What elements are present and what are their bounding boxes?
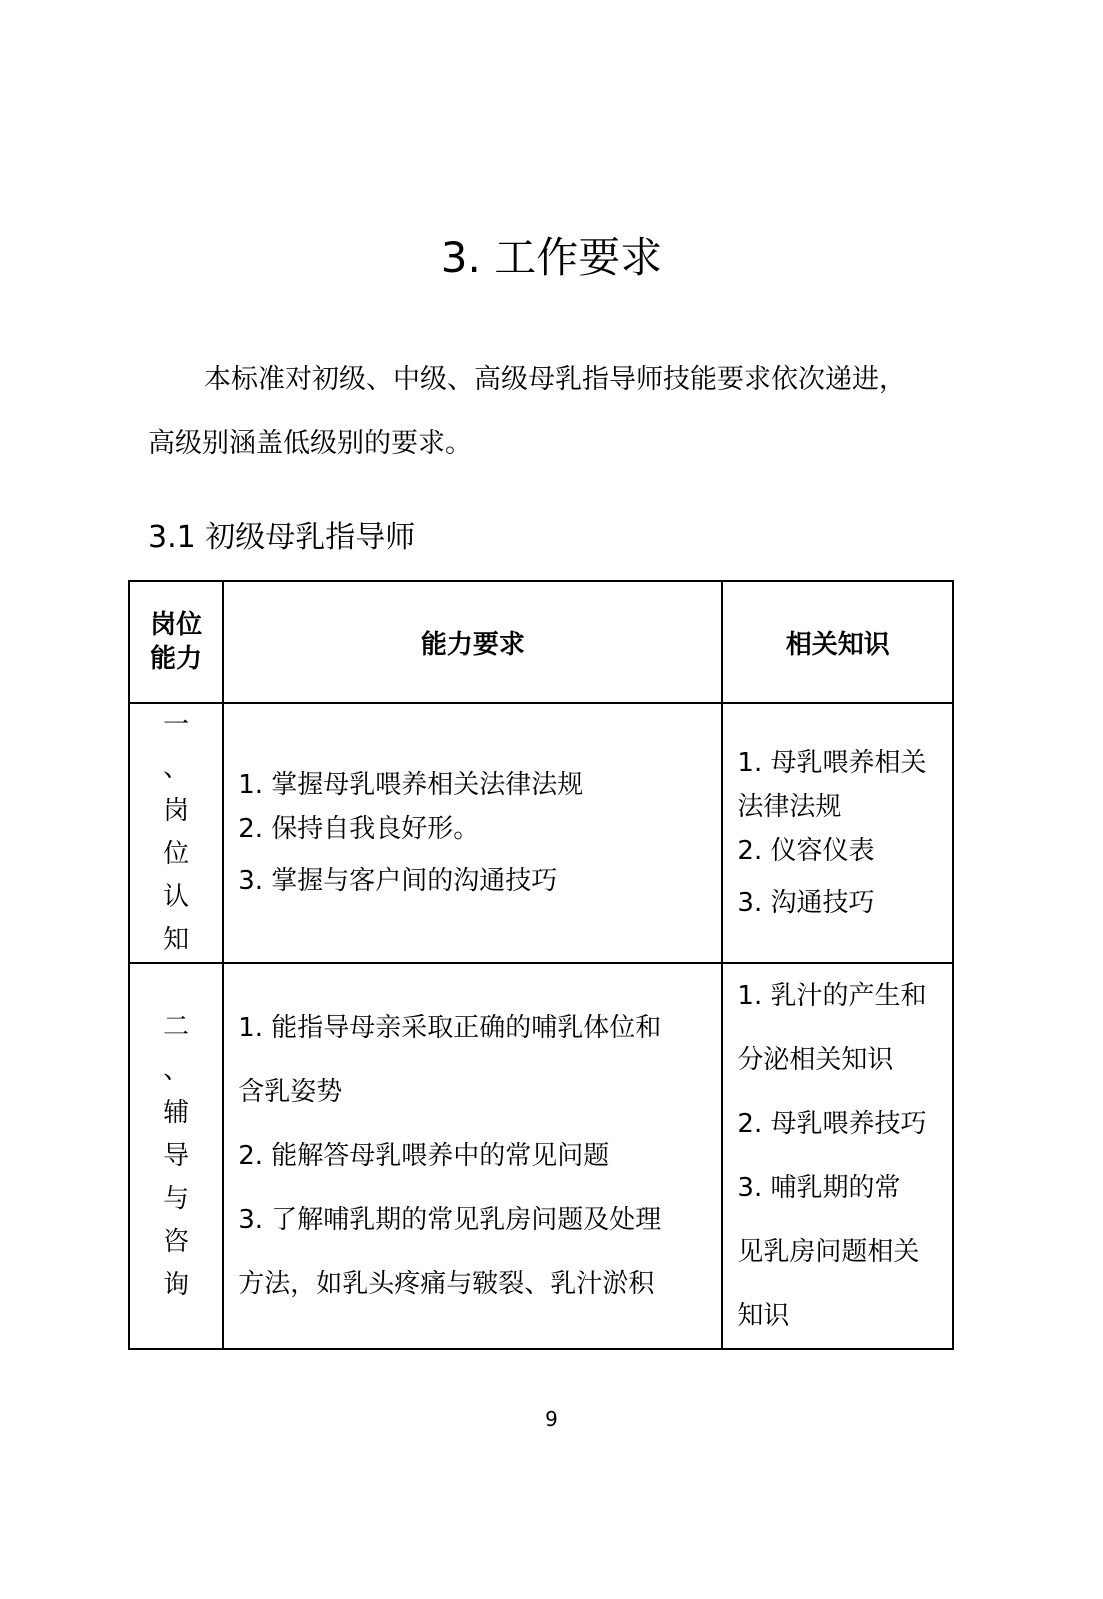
- knowledge-item: 1. 母乳喂养相关: [737, 748, 927, 778]
- knowledge-item: 知识: [737, 1301, 790, 1331]
- label-char: 辅: [163, 1097, 190, 1128]
- ability-cell: [223, 703, 722, 963]
- header-col1-line1: 岗位: [150, 610, 203, 640]
- table-row: [129, 703, 953, 963]
- knowledge-cell: [722, 963, 953, 1349]
- ability-item: 3. 掌握与客户间的沟通技巧: [238, 866, 558, 896]
- knowledge-item: 见乳房问题相关: [737, 1237, 920, 1267]
- knowledge-item: 法律法规: [737, 792, 842, 822]
- label-char: 知: [163, 925, 190, 955]
- knowledge-item: 2. 仪容仪表: [737, 836, 875, 866]
- knowledge-item: 3. 哺乳期的常: [737, 1173, 901, 1203]
- table-header-row: [129, 581, 953, 703]
- label-char: 位: [163, 839, 190, 869]
- intro-paragraph: [148, 348, 956, 476]
- label-char: 咨: [163, 1226, 190, 1257]
- ability-item: 3. 了解哺乳期的常见乳房问题及处理: [238, 1205, 662, 1235]
- knowledge-item: 3. 沟通技巧: [737, 888, 875, 918]
- requirements-table: [128, 580, 954, 1350]
- label-char: 导: [163, 1140, 190, 1171]
- label-char: 岗: [163, 796, 190, 826]
- header-col1-line2: 能力: [150, 644, 203, 674]
- label-char: 二: [163, 1011, 190, 1042]
- table-row: [129, 963, 953, 1349]
- header-related-knowledge: 相关知识: [722, 581, 953, 703]
- header-ability-requirements: 能力要求: [223, 581, 722, 703]
- ability-item: 方法，如乳头疼痛与皲裂、乳汁淤积: [238, 1269, 655, 1299]
- intro-line-2: 高级别涵盖低级别的要求。: [148, 428, 472, 459]
- label-char: 、: [163, 753, 190, 783]
- ability-item: 含乳姿势: [238, 1077, 343, 1107]
- ability-item: 1. 能指导母亲采取正确的哺乳体位和: [238, 1013, 662, 1043]
- ability-item: 1. 掌握母乳喂养相关法律法规: [238, 770, 584, 800]
- label-char: 、: [163, 1054, 190, 1085]
- page-number: 9: [545, 1407, 558, 1431]
- page-title: 3. 工作要求: [440, 233, 663, 282]
- section-title: 3.1 初级母乳指导师: [148, 520, 416, 555]
- intro-line-1: 本标准对初级、中级、高级母乳指导师技能要求依次递进，: [204, 364, 906, 395]
- ability-item: 2. 保持自我良好形。: [238, 814, 480, 844]
- label-char: 一: [163, 710, 190, 740]
- row-label: [129, 963, 223, 1349]
- header-position-ability: [129, 581, 223, 703]
- knowledge-item: 2. 母乳喂养技巧: [737, 1109, 927, 1139]
- knowledge-item: 分泌相关知识: [737, 1045, 894, 1075]
- label-char: 询: [163, 1269, 190, 1300]
- label-char: 与: [163, 1183, 190, 1214]
- knowledge-item: 1. 乳汁的产生和: [737, 981, 927, 1011]
- label-char: 认: [163, 882, 190, 912]
- row-label: [129, 703, 223, 963]
- ability-item: 2. 能解答母乳喂养中的常见问题: [238, 1141, 610, 1171]
- knowledge-cell: [722, 703, 953, 963]
- ability-cell: [223, 963, 722, 1349]
